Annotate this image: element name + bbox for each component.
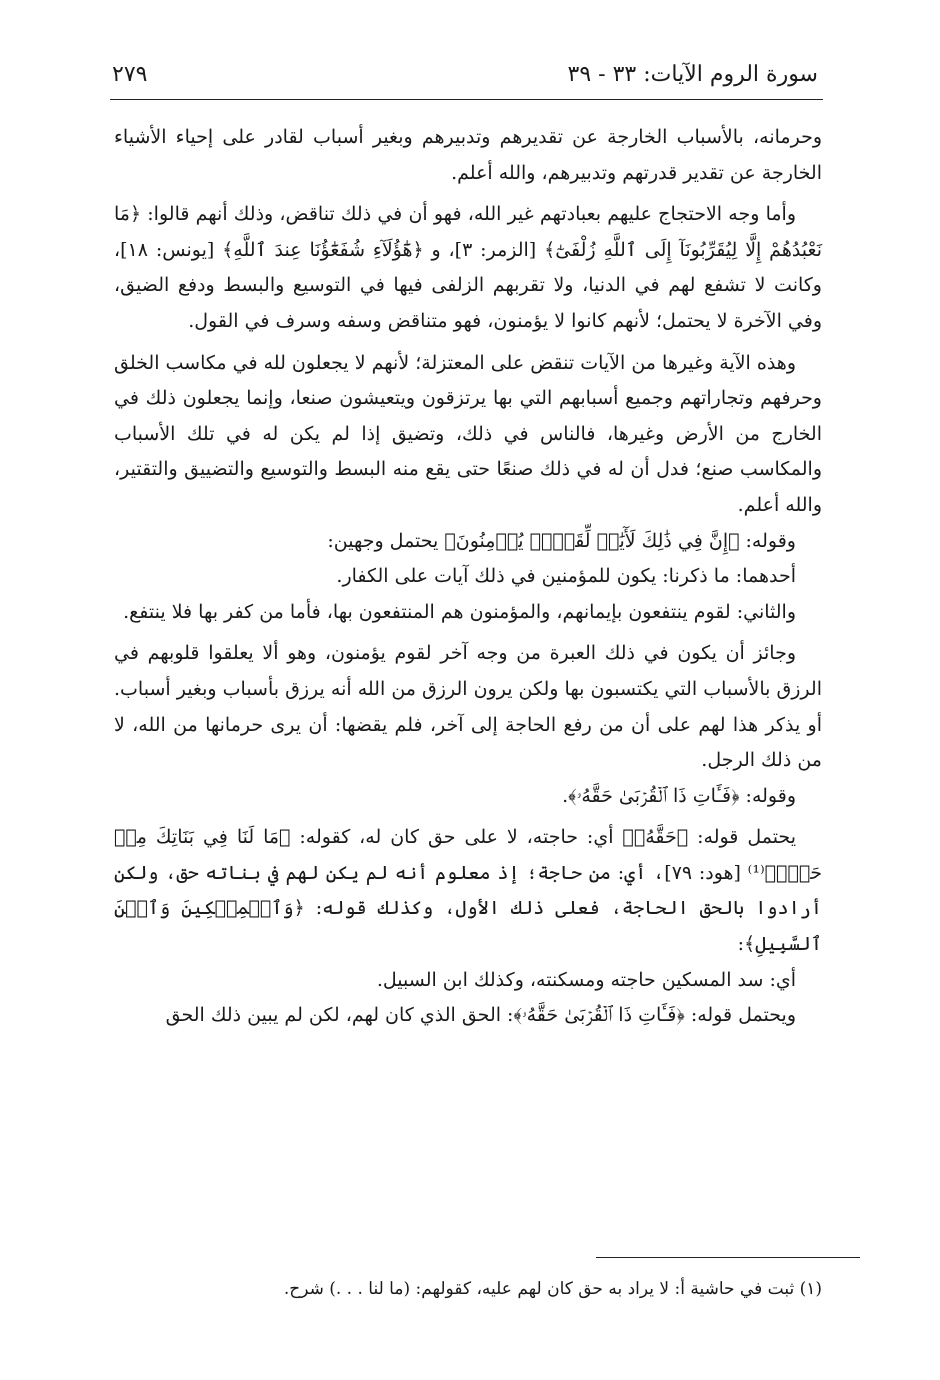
page-header bbox=[112, 62, 818, 92]
paragraph: والثاني: لقوم ينتفعون بإيمانهم، والمؤمنون هم المنتفعون بها، فأما من كفر بها فلا ينتفع. bbox=[123, 600, 796, 623]
footnote-divider bbox=[596, 1257, 860, 1258]
paragraph: وقوله: ﴿فَـَٔاتِ ذَا ٱلۡقُرۡبَىٰ حَقَّهُۥ﴾. bbox=[562, 784, 796, 807]
paragraph: وجائز أن يكون في ذلك العبرة من وجه آخر لقوم يؤمنون، وهو ألا يعلقوا قلوبهم في الرزق بالأسباب التي يكتسبون بها ولكن يرون الرزق من الله أنه يرزق بأسباب وبغير أسباب. أو يذكر هذا لهم على أن من رفع الحاجة إلى آخر، فلم يقضها: أن يرى حرمانها من الله، لا من ذلك الرجل. bbox=[114, 642, 822, 772]
paragraph: وحرمانه، بالأسباب الخارجة عن تقديرهم وتدبيرهم وبغير أسباب لقادر على إحياء الأشياء الخارجة عن تقدير قدرتهم وتدبيرهم، والله أعلم. bbox=[114, 126, 822, 184]
paragraph: يحتمل قوله: ﴿حَقَّهُۥ﴾ أي: حاجته، لا على حق كان له، كقوله: ﴿مَا لَنَا فِي بَنَاتِكَ مِنۡ حَقّٖ﴾⁽¹⁾ [هود: ٧٩]، أي: من حاجة؛ إذ معلوم أنه لم يكن لهم في بناته حق، ولكن أرادوا بالحق الحاجة، فعلى ذلك الأول، وكذلك قوله: ﴿وَٱلۡمِسۡكِينَ وَٱبۡنَ ٱلسَّبِيلِ﴾: bbox=[114, 826, 822, 956]
page-number: ٢٧٩ bbox=[112, 62, 148, 87]
main-text bbox=[114, 120, 822, 1034]
paragraph: ويحتمل قوله: ﴿فَـَٔاتِ ذَا ٱلۡقُرۡبَىٰ حَقَّهُۥ﴾: الحق الذي كان لهم، لكن لم يبين ذلك الحق bbox=[165, 1004, 796, 1027]
running-title: سورة الروم الآيات: ٣٣ - ٣٩ bbox=[567, 62, 818, 87]
paragraph: وقوله: ﴿إِنَّ فِي ذَٰلِكَ لَأٓيَٰتٖ لِّقَوۡمٖ يُؤۡمِنُونَ﴾ يحتمل وجهين: bbox=[327, 529, 796, 552]
header-divider bbox=[110, 99, 823, 100]
footnote: (١) ثبت في حاشية أ: لا يراد به حق كان لهم عليه، كقولهم: (ما لنا . . .) شرح. bbox=[283, 1279, 822, 1299]
paragraph: وهذه الآية وغيرها من الآيات تنقض على المعتزلة؛ لأنهم لا يجعلون لله في مكاسب الخلق وحرفهم وتجاراتهم وجميع أسبابهم التي بها يرتزقون ويتعيشون صنعا، وإنما يجعلون ذلك في الخارج من الأرض وغيرها، فالناس في ذلك، وتضيق إذا لم يكن له في تلك الأسباب والمكاسب صنع؛ فدل أن له في ذلك صنعًا حتى يقع منه البسط والتوسيع والتضييق والتقتير، والله أعلم. bbox=[114, 351, 822, 516]
paragraph: أحدهما: ما ذكرنا: يكون للمؤمنين في ذلك آيات على الكفار. bbox=[336, 565, 796, 588]
paragraph: وأما وجه الاحتجاج عليهم بعبادتهم غير الله، فهو أن في ذلك تناقض، وذلك أنهم قالوا: ﴿مَا نَعْبُدُهُمْ إِلَّا لِيُقَرِّبُونَآ إِلَى ٱللَّهِ زُلْفَىٰٓ﴾ [الزمر: ٣]، و ﴿هَٰٓؤُلَآءِ شُفَعَٰٓؤُنَا عِندَ ٱللَّهِ﴾ [يونس: ١٨]، وكانت لا تشفع لهم في الدنيا، ولا تقربهم الزلفى فيها في التوسيع والبسط ودفع الضيق، وفي الآخرة لا يحتمل؛ لأنهم كانوا لا يؤمنون، فهو متناقض وسفه وسرف في القول. bbox=[114, 203, 822, 332]
paragraph: أي: سد المسكين حاجته ومسكنته، وكذلك ابن السبيل. bbox=[376, 968, 796, 991]
